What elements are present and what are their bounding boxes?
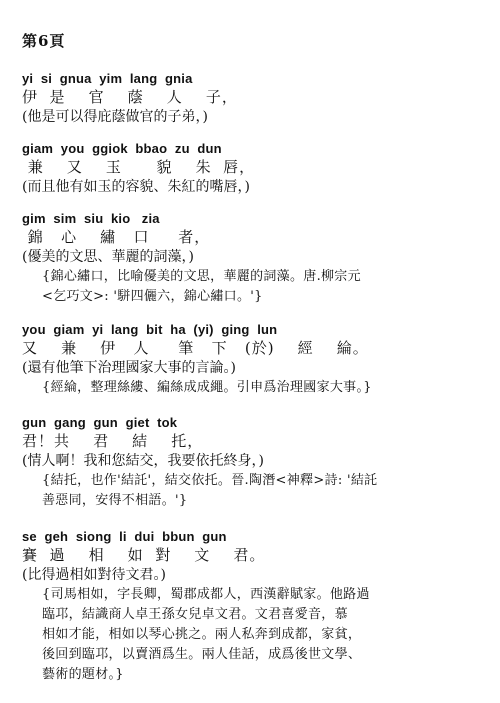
verse-entry xyxy=(22,140,492,197)
romanization-line: gim sim siu kio zia xyxy=(22,211,160,226)
annotation-line: 相如才能，相如以琴心挑之。兩人私奔到成都，家貧， xyxy=(42,627,362,642)
romanization-line: gun gang gun giet tok xyxy=(22,415,178,430)
translation-line: (而且他有如玉的容貌、朱紅的嘴唇，) xyxy=(22,179,250,195)
hanzi-line: 兼 又 玉 貌 朱 唇， xyxy=(22,158,256,176)
verse-entry xyxy=(22,210,492,307)
translation-line: (情人啊！我和您結交，我要依托終身，) xyxy=(22,453,264,469)
translation-line: (比得過相如對待文君。) xyxy=(22,567,166,583)
translation-line: (優美的文思、華麗的詞藻，) xyxy=(22,249,194,265)
hanzi-line: 錦 心 繡 口 者， xyxy=(22,228,211,246)
verse-entry xyxy=(22,528,492,685)
annotation-line: {司馬相如，字長卿，蜀郡成都人，西漢辭賦家。他路過 xyxy=(42,587,370,602)
romanization-line: giam you ggiok bbao zu dun xyxy=(22,141,222,156)
translation-line: (他是可以得庇蔭做官的子弟，) xyxy=(22,109,208,125)
annotation-line: {結托，也作'結託'，結交依托。晉.陶潛<神釋>詩: '結託 xyxy=(42,473,378,488)
annotation-line: 後回到臨邛，以賣酒爲生。兩人佳話，成爲後世文學、 xyxy=(42,647,362,662)
page-number-label: 第6頁 xyxy=(22,32,66,50)
verse-entry xyxy=(22,70,492,127)
annotation-line: 藝術的題材。} xyxy=(42,667,124,682)
annotation-line: {經綸，整理絲縷、編絲成成繩。引申爲治理國家大事。} xyxy=(42,380,372,395)
hanzi-line: 君！共 君 結 托， xyxy=(22,432,204,450)
hanzi-line: 又 兼 伊 人 筆 下 (於) 經 綸。 xyxy=(22,339,369,357)
annotation-line: {錦心繡口，比喻優美的文思，華麗的詞藻。唐.柳宗元 xyxy=(42,269,361,284)
romanization-line: you giam yi lang bit ha (yi) ging lun xyxy=(22,322,278,337)
verse-entry xyxy=(22,414,492,511)
annotation-line: 善惡同，安得不相語。'} xyxy=(42,493,188,508)
annotation-line: 臨邛，結識商人卓王孫女兒卓文君。文君喜愛音，慕 xyxy=(42,607,348,622)
hanzi-line: 伊 是 官 蔭 人 子， xyxy=(22,88,238,106)
romanization-line: yi si gnua yim lang gnia xyxy=(22,71,193,86)
annotation-line: <乞巧文>: '駢四儷六，錦心繡口。'} xyxy=(42,289,263,304)
translation-line: (還有他筆下治理國家大事的言論。) xyxy=(22,360,236,376)
romanization-line: se geh siong li dui bbun gun xyxy=(22,529,227,544)
verse-entry xyxy=(22,321,492,398)
hanzi-line: 賽 過 相 如 對 文 君。 xyxy=(22,546,266,564)
